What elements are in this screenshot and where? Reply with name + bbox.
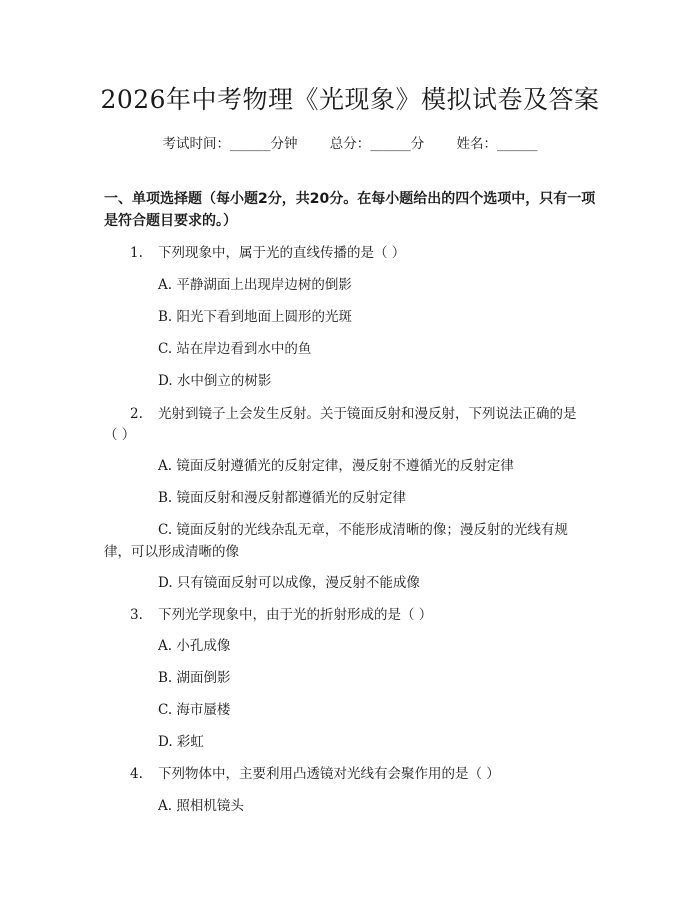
option: A. 照相机镜头	[158, 798, 244, 814]
question-text: 光射到镜子上会发生反射。关于镜面反射和漫反射，下列说法正确的是	[158, 406, 577, 422]
question-text-continuation: （ ）	[104, 427, 136, 443]
option: A. 小孔成像	[158, 638, 231, 654]
question-number: 1.	[130, 245, 143, 261]
option: D. 彩虹	[158, 734, 204, 750]
question-text: 下列光学现象中，由于光的折射形成的是（ ）	[158, 607, 433, 623]
option-continuation: 律，可以形成清晰的像	[104, 544, 239, 560]
option: C. 站在岸边看到水中的鱼	[158, 341, 312, 357]
option: A. 镜面反射遵循光的反射定律，漫反射不遵循光的反射定律	[158, 458, 514, 474]
exam-meta	[0, 132, 700, 152]
name-field: 姓名：______	[456, 136, 538, 152]
option: C. 海市蜃楼	[158, 702, 231, 718]
question	[130, 403, 577, 425]
question	[130, 242, 405, 264]
option: C. 镜面反射的光线杂乱无章，不能形成清晰的像；漫反射的光线有规	[158, 522, 568, 538]
question-text: 下列物体中，主要利用凸透镜对光线有会聚作用的是（ ）	[158, 766, 500, 782]
question	[130, 604, 432, 626]
question-number: 4.	[130, 766, 143, 782]
option: D. 水中倒立的树影	[158, 373, 272, 389]
option: B. 阳光下看到地面上圆形的光斑	[158, 309, 353, 325]
question-number: 2.	[130, 406, 143, 422]
question-text: 下列现象中，属于光的直线传播的是（ ）	[158, 245, 406, 261]
question	[130, 763, 500, 785]
option: B. 湖面倒影	[158, 670, 231, 686]
option: D. 只有镜面反射可以成像，漫反射不能成像	[158, 575, 420, 591]
option: B. 镜面反射和漫反射都遵循光的反射定律	[158, 490, 407, 506]
option: A. 平静湖面上出现岸边树的倒影	[158, 277, 352, 293]
section-heading: 一、单项选择题（每小题2分，共20分。在每小题给出的四个选项中，只有一项是符合题目要求的。）	[104, 191, 596, 229]
question-number: 3.	[130, 607, 143, 623]
page-title: 2026年中考物理《光现象》模拟试卷及答案	[100, 85, 600, 114]
exam-time-field: 考试时间：______分钟	[162, 136, 298, 152]
total-score-field: 总分：______分	[329, 136, 425, 152]
